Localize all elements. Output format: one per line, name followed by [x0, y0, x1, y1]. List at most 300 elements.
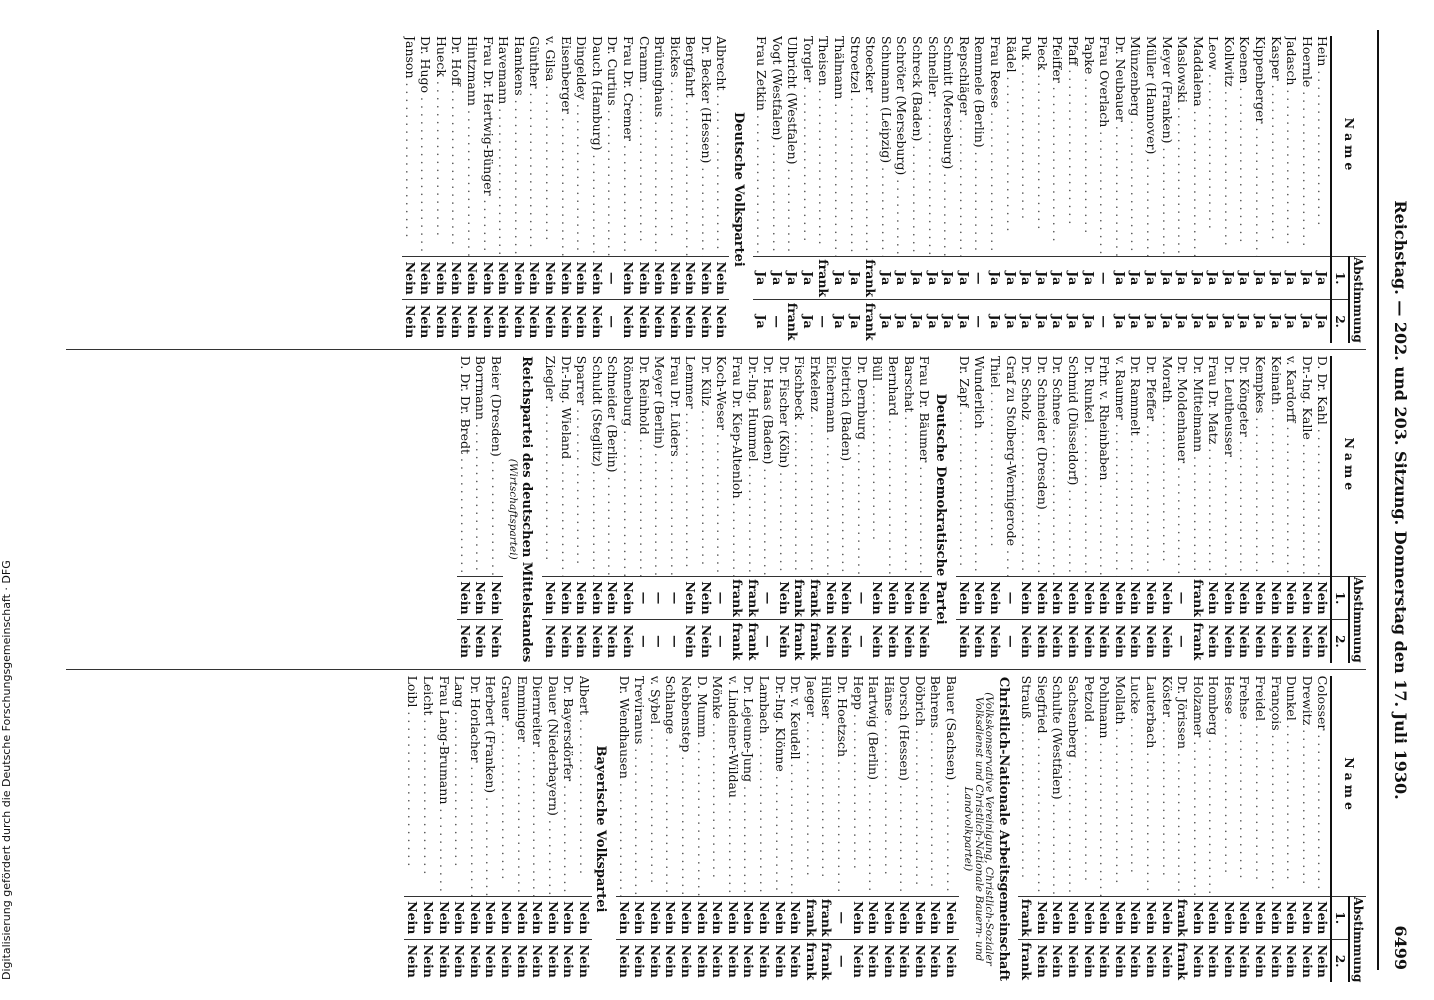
vote-2: Nein — [1268, 939, 1284, 982]
member-name: Leow . . . — [1205, 36, 1221, 257]
member-row — [1283, 36, 1299, 343]
member-name: Dr.-Ing. Wieland . . . — [558, 356, 574, 577]
member-row — [916, 356, 932, 663]
vote-2: Nein — [1314, 620, 1331, 663]
member-row — [1236, 676, 1252, 983]
member-row — [847, 36, 863, 343]
vote-1: Ja — [1081, 257, 1097, 300]
vote-2: Nein — [1299, 620, 1315, 663]
vote-2: Ja — [800, 300, 816, 343]
vote-1: frank — [1190, 576, 1206, 619]
member-row — [589, 36, 605, 343]
member-row — [807, 356, 823, 663]
vote-1: Nein — [631, 896, 647, 939]
member-name: Freidel . . . — [1252, 676, 1268, 897]
member-row — [451, 676, 467, 983]
vote-2: Ja — [753, 300, 769, 343]
member-name: Brüninghaus . . . — [651, 36, 667, 257]
vote1-header: 1. — [1331, 576, 1349, 619]
vote-1: Ja — [847, 257, 863, 300]
member-name: Kempkes . . . — [1252, 356, 1268, 577]
vote-2: Ja — [987, 300, 1003, 343]
vote-2: Nein — [420, 939, 436, 982]
member-row — [558, 356, 574, 663]
vote-2: Nein — [694, 939, 710, 982]
member-name: Albrecht . . . — [713, 36, 729, 257]
member-row — [1299, 676, 1315, 983]
vote-2: — — [604, 300, 620, 343]
member-row — [1081, 36, 1097, 343]
vote-2: Nein — [662, 939, 678, 982]
vote-table — [457, 356, 1366, 663]
name-header: Name — [1331, 36, 1366, 257]
member-name: v. Raumer . . . — [1112, 356, 1128, 577]
vote-2: Ja — [1174, 300, 1190, 343]
vote-2: Nein — [1034, 939, 1050, 982]
vote-2: Nein — [1049, 939, 1065, 982]
member-row — [881, 676, 897, 983]
member-row — [927, 676, 943, 983]
member-row — [909, 36, 925, 343]
member-name: Thiel . . . — [987, 356, 1003, 577]
member-name: Treviranus . . . — [631, 676, 647, 897]
member-row — [713, 36, 729, 343]
member-row — [1205, 36, 1221, 343]
party-name: Christlich-Nationale Arbeitsgemeinschaft — [995, 676, 1011, 982]
vote-2: Ja — [1205, 300, 1221, 343]
member-name: Meyer (Franken) . . . — [1158, 36, 1174, 257]
vote-2: frank — [1190, 620, 1206, 663]
vote-1: Nein — [1081, 896, 1097, 939]
vote-1: Nein — [433, 257, 449, 300]
member-name: Emminger . . . — [514, 676, 530, 897]
vote-1: Ja — [1049, 257, 1065, 300]
vote-2: Nein — [682, 620, 698, 663]
member-name: Theisen . . . — [815, 36, 831, 257]
member-name: Bernhard . . . — [885, 356, 901, 577]
member-row — [729, 356, 745, 663]
vote-1: Nein — [662, 896, 678, 939]
member-name: Hueck . . . — [433, 36, 449, 257]
member-row — [545, 676, 561, 983]
page-number: 6499 — [1391, 925, 1410, 970]
member-row — [885, 356, 901, 663]
member-row — [925, 36, 941, 343]
vote-2: Nein — [560, 939, 576, 982]
vote-1: Nein — [651, 257, 667, 300]
name-header: Name — [1331, 356, 1366, 577]
vote-2: Ja — [1143, 300, 1159, 343]
vote-1: Ja — [800, 257, 816, 300]
vote-2: frank — [1174, 939, 1190, 982]
member-name: Schulte (Westfalen) . . . — [1049, 676, 1065, 897]
member-name: Mönke . . . — [709, 676, 725, 897]
member-row — [604, 356, 620, 663]
party-heading — [994, 676, 1018, 983]
member-row — [784, 36, 800, 343]
vote-1: Nein — [1158, 896, 1174, 939]
member-row — [1205, 356, 1221, 663]
vote1-header: 1. — [1331, 257, 1349, 300]
member-name: Nebbenstep . . . — [678, 676, 694, 897]
member-row — [1049, 356, 1065, 663]
vote-2: Nein — [849, 939, 865, 982]
vote-2: Nein — [1081, 620, 1097, 663]
vote-1: Nein — [1190, 896, 1206, 939]
member-name: Hänse . . . — [881, 676, 897, 897]
vote-1: Ja — [1112, 257, 1128, 300]
vote-1: Nein — [1034, 896, 1050, 939]
vote-1: Nein — [529, 896, 545, 939]
member-name: v. Sybel . . . — [647, 676, 663, 897]
member-row — [604, 36, 620, 343]
vote-1: Nein — [1252, 896, 1268, 939]
party-heading — [592, 676, 616, 983]
member-name: Puk . . . — [1018, 36, 1034, 257]
vote-2: Ja — [1268, 300, 1284, 343]
member-row — [1018, 356, 1034, 663]
member-row — [436, 676, 452, 983]
vote-2: Nein — [545, 939, 561, 982]
vote-2: Nein — [457, 620, 473, 663]
vote-2: Nein — [912, 939, 928, 982]
vote-1: Ja — [1034, 257, 1050, 300]
party-name: Bayerische Volkspartei — [593, 745, 609, 913]
member-row — [402, 36, 418, 343]
member-row — [1096, 356, 1112, 663]
vote-2: Nein — [709, 939, 725, 982]
member-name: Dietrich (Baden) . . . — [838, 356, 854, 577]
vote-1: Nein — [881, 896, 897, 939]
vote-2: Nein — [1065, 939, 1081, 982]
member-name: Graf zu Stolberg-Wernigerode . . . — [1003, 356, 1019, 577]
vote-2: Ja — [831, 300, 847, 343]
vote-2: Ja — [1034, 300, 1050, 343]
member-name: Dauch (Hamburg) . . . — [589, 36, 605, 257]
vote-1: Nein — [1143, 576, 1159, 619]
vote-1: frank — [1174, 896, 1190, 939]
member-row — [682, 356, 698, 663]
vote-2: — — [971, 300, 987, 343]
member-row — [834, 676, 850, 983]
dfg-credit: Digitalisierung gefördert durch die Deutsche Forschungsgemeinschaft · DFG — [0, 560, 13, 980]
vote-1: Ja — [956, 257, 972, 300]
member-name: Rönneburg . . . — [620, 356, 636, 577]
party-subtitle — [503, 356, 518, 663]
member-name: Barschat . . . — [901, 356, 917, 577]
vote-2: Ja — [847, 300, 863, 343]
vote-1: Ja — [1299, 257, 1315, 300]
vote-1: Nein — [589, 576, 605, 619]
vote-2: — — [1003, 620, 1019, 663]
member-row — [740, 676, 756, 983]
member-row — [1112, 356, 1128, 663]
vote-1: Nein — [448, 257, 464, 300]
member-name: Hepp . . . — [849, 676, 865, 897]
member-row — [698, 356, 714, 663]
vote-1: Nein — [1081, 576, 1097, 619]
member-row — [772, 676, 788, 983]
vote-2: Ja — [940, 300, 956, 343]
vote-1: Nein — [480, 257, 496, 300]
member-row — [1081, 356, 1097, 663]
vote-2: Nein — [1018, 620, 1034, 663]
vote-2: Nein — [1299, 939, 1315, 982]
member-name: Loibl . . . — [404, 676, 420, 897]
member-name: Thälmann . . . — [831, 36, 847, 257]
vote-2: Ja — [925, 300, 941, 343]
vote-2: — — [834, 939, 850, 982]
vote-1: Nein — [604, 576, 620, 619]
vote-2: Nein — [823, 620, 839, 663]
member-row — [971, 356, 987, 663]
member-row — [694, 676, 710, 983]
vote-1: Ja — [1065, 257, 1081, 300]
vote-2: Nein — [402, 300, 418, 343]
member-row — [1236, 36, 1252, 343]
member-name: v. Gilsa . . . — [542, 36, 558, 257]
vote-2: Nein — [1252, 939, 1268, 982]
member-row — [756, 676, 772, 983]
vote-1: Nein — [838, 576, 854, 619]
vote-2: Ja — [1252, 300, 1268, 343]
member-name: Frau Zetkin . . . — [753, 36, 769, 257]
member-row — [1034, 36, 1050, 343]
member-name: Maddalena . . . — [1190, 36, 1206, 257]
member-row — [1096, 676, 1112, 983]
member-name: Frau Overlach . . . — [1096, 36, 1112, 257]
vote-2: Ja — [1314, 300, 1331, 343]
member-name: Bauer (Sachsen) . . . — [943, 676, 959, 897]
member-name: Repschläger . . . — [956, 36, 972, 257]
member-row — [818, 676, 834, 983]
member-name: Torgler . . . — [800, 36, 816, 257]
vote-2: Nein — [1221, 620, 1237, 663]
member-name: Hesse . . . — [1221, 676, 1237, 897]
member-row — [620, 356, 636, 663]
member-name: Rädel . . . — [1003, 36, 1019, 257]
vote-1: Nein — [635, 257, 651, 300]
member-row — [1112, 676, 1128, 983]
vote-1: Ja — [909, 257, 925, 300]
vote-2: Nein — [865, 939, 881, 982]
vote-1: Ja — [1252, 257, 1268, 300]
vote-1: — — [1174, 576, 1190, 619]
vote-1: frank — [1018, 896, 1034, 939]
member-name: Münzenberg . . . — [1127, 36, 1143, 257]
member-row — [1112, 36, 1128, 343]
member-name: Dr. Köngeter . . . — [1236, 356, 1252, 577]
vote-1: Nein — [542, 576, 558, 619]
member-row — [1127, 36, 1143, 343]
vote-2: Nein — [838, 620, 854, 663]
vote-table — [402, 36, 1366, 343]
member-name: Dr. Curtius . . . — [604, 36, 620, 257]
member-row — [1268, 36, 1284, 343]
member-row — [678, 676, 694, 983]
vote-2: Nein — [620, 300, 636, 343]
vote-2: Ja — [1236, 300, 1252, 343]
vote-1: Nein — [573, 257, 589, 300]
vote-2: — — [1096, 300, 1112, 343]
vote-1: Nein — [1268, 576, 1284, 619]
vote-2: Nein — [698, 620, 714, 663]
vote-2: Nein — [787, 939, 803, 982]
vote-1: Nein — [1283, 576, 1299, 619]
member-row — [878, 36, 894, 343]
vote-1: Nein — [740, 896, 756, 939]
vote-1: — — [651, 576, 667, 619]
vote-column-2 — [66, 350, 1366, 670]
vote-1: Nein — [1049, 576, 1065, 619]
vote-1: — — [713, 576, 729, 619]
vote-2: Nein — [464, 300, 480, 343]
vote-1: Nein — [573, 576, 589, 619]
member-name: Maslowski . . . — [1174, 36, 1190, 257]
member-name: Dr. Dernburg . . . — [854, 356, 870, 577]
vote-2: Nein — [667, 300, 683, 343]
member-row — [865, 676, 881, 983]
vote-2: Ja — [1221, 300, 1237, 343]
member-row — [647, 676, 663, 983]
member-name: Bickes . . . — [667, 36, 683, 257]
member-name: Büll . . . — [869, 356, 885, 577]
vote-2: Nein — [885, 620, 901, 663]
member-name: Beier (Dresden) . . . — [488, 356, 504, 577]
vote-1: Nein — [482, 896, 498, 939]
vote-2: — — [1174, 620, 1190, 663]
member-name: Dr.-Ing. Kalle . . . — [1299, 356, 1315, 577]
member-name: Hein . . . — [1314, 36, 1331, 257]
vote-2: Nein — [480, 300, 496, 343]
vote-1: Ja — [1003, 257, 1019, 300]
vote-2: Nein — [1034, 620, 1050, 663]
member-name: Schröter (Merseburg) . . . — [893, 36, 909, 257]
member-name: Frhr. v. Rheinbaben . . . — [1096, 356, 1112, 577]
member-row — [635, 36, 651, 343]
vote-2: — — [667, 620, 683, 663]
member-row — [529, 676, 545, 983]
abstimmung-header: Abstimmung — [1351, 896, 1365, 983]
member-name: Kippenberger . . . — [1252, 36, 1268, 257]
vote-1: Nein — [1096, 576, 1112, 619]
vote2-header: 2. — [1331, 620, 1349, 663]
vote-2: Nein — [647, 939, 663, 982]
member-name: Dr.-Ing. Hummel . . . — [745, 356, 761, 577]
member-name: Hintzmann . . . — [464, 36, 480, 257]
vote-1: Nein — [772, 896, 788, 939]
vote-1: Ja — [753, 257, 769, 300]
member-name: Dr. Pfeffer . . . — [1143, 356, 1159, 577]
vote-2: frank — [1018, 939, 1034, 982]
member-name: D. Mumm . . . — [694, 676, 710, 897]
member-row — [987, 356, 1003, 663]
vote-2: Nein — [1314, 939, 1331, 982]
vote-1: Ja — [1143, 257, 1159, 300]
vote-1: Nein — [943, 896, 959, 939]
vote-1: Nein — [912, 896, 928, 939]
vote-2: Nein — [631, 939, 647, 982]
member-name: Kasper . . . — [1268, 36, 1284, 257]
vote-1: Nein — [620, 257, 636, 300]
member-name: Lambach . . . — [756, 676, 772, 897]
member-row — [417, 36, 433, 343]
vote-2: Nein — [417, 300, 433, 343]
vote-1: Nein — [451, 896, 467, 939]
vote-2: Nein — [514, 939, 530, 982]
member-row — [1268, 356, 1284, 663]
party-heading — [729, 36, 753, 343]
member-name: Frau Dr. Lüders . . . — [667, 356, 683, 577]
vote-2: Nein — [1143, 939, 1159, 982]
member-row — [620, 36, 636, 343]
member-name: v. Lindeiner-Wildau . . . — [725, 676, 741, 897]
vote-2: Nein — [1236, 620, 1252, 663]
vote-2: frank — [818, 939, 834, 982]
member-row — [542, 356, 558, 663]
vote-1: Nein — [698, 576, 714, 619]
vote-2: Nein — [1190, 939, 1206, 982]
vote-1: Nein — [526, 257, 542, 300]
member-row — [1065, 36, 1081, 343]
vote-1: Ja — [893, 257, 909, 300]
member-name: Schumann (Leipzig) . . . — [878, 36, 894, 257]
member-row — [662, 676, 678, 983]
member-row — [560, 676, 576, 983]
vote-2: frank — [784, 300, 800, 343]
member-name: Meyer (Berlin) . . . — [651, 356, 667, 577]
vote-1: Ja — [878, 257, 894, 300]
member-row — [1081, 676, 1097, 983]
member-name: Schneider (Berlin) . . . — [604, 356, 620, 577]
vote-1: Nein — [457, 576, 473, 619]
vote-1: frank — [803, 896, 819, 939]
member-row — [1065, 356, 1081, 663]
member-name: Kollwitz . . . — [1221, 36, 1237, 257]
vote-2: Nein — [901, 620, 917, 663]
party-subtitle — [959, 676, 995, 983]
vote-rows — [402, 36, 1331, 343]
member-name: Dr. Haas (Baden) . . . — [760, 356, 776, 577]
member-name: Cramm . . . — [635, 36, 651, 257]
member-name: Dr. Lejeune-Jung . . . — [740, 676, 756, 897]
member-name: Mollath . . . — [1112, 676, 1128, 897]
abstimmung-header: Abstimmung — [1351, 257, 1365, 343]
vote-2: Nein — [589, 300, 605, 343]
vote-2: Ja — [1283, 300, 1299, 343]
abstimmung-header: Abstimmung — [1351, 576, 1365, 663]
member-name: Diernreiter . . . — [529, 676, 545, 897]
vote-1: Nein — [467, 896, 483, 939]
vote-1: Nein — [1205, 576, 1221, 619]
vote-2: Nein — [1158, 939, 1174, 982]
vote-1: Nein — [1127, 576, 1143, 619]
member-row — [1049, 36, 1065, 343]
vote-2: Ja — [909, 300, 925, 343]
member-name: Stroetzel . . . — [847, 36, 863, 257]
vote-2: — — [854, 620, 870, 663]
vote-1: Nein — [558, 257, 574, 300]
vote-2: Nein — [573, 620, 589, 663]
vote-1: — — [834, 896, 850, 939]
vote-1: Ja — [769, 257, 785, 300]
member-name: Dunkel . . . — [1283, 676, 1299, 897]
vote-1: Nein — [1034, 576, 1050, 619]
party-name: Deutsche Demokratische Partei — [933, 393, 949, 625]
member-row — [1158, 356, 1174, 663]
vote-1: frank — [807, 576, 823, 619]
vote-2: — — [760, 620, 776, 663]
